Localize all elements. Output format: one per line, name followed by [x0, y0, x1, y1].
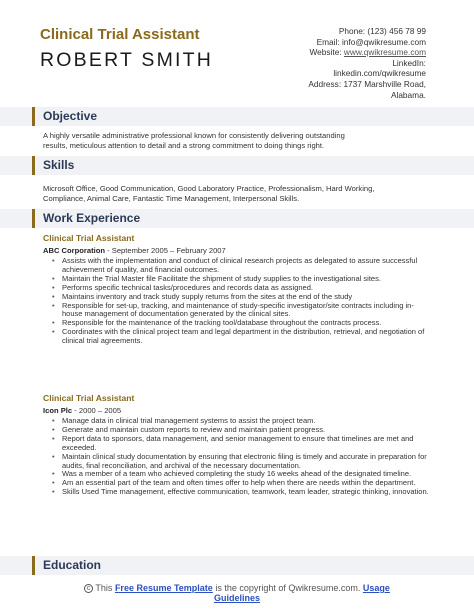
contact-linkedin-value: linkedin.com/qwikresume: [333, 68, 426, 79]
education-section-header: [0, 556, 474, 575]
copyright-icon: c: [84, 584, 93, 593]
section-accent-bar: [32, 209, 35, 228]
footer-text: is the copyright of Qwikresume.com.: [212, 583, 363, 593]
footer-text: This: [93, 583, 115, 593]
list-item: • Maintain the Trial Master file Facilitate the shipment of study supplies to the investigational sites.: [52, 275, 432, 284]
list-item: • Responsible for the maintenance of the tracking tool/database throughout the contracts process.: [52, 319, 432, 328]
contact-block: [246, 26, 426, 100]
usage-link[interactable]: Usage: [362, 583, 390, 593]
job-title: Clinical Trial Assistant: [43, 233, 135, 243]
skills-line: Microsoft Office, Good Communication, Good Laboratory Practice, Professionalism, Hard Working,: [43, 184, 375, 193]
list-item: • Responsible for set-up, tracking, and maintenance of study-specific investigator/site contracts including in-house management of documentation generated by the clinical sites.: [52, 302, 432, 320]
experience-section-header: [0, 209, 474, 228]
skills-section-header: [0, 156, 474, 175]
experience-title: Work Experience: [43, 211, 141, 225]
contact-linkedin-label: LinkedIn:: [392, 57, 426, 68]
free-resume-template-link[interactable]: Free Resume Template: [114, 583, 213, 593]
list-item: • Performs specific technical tasks/procedures and records data as assigned.: [52, 284, 432, 293]
list-item: • Maintain clinical study documentation by ensuring that electronic filing is timely and accurate in preparation for audits, final reconciliation, and archival of the necessary documentation.: [52, 453, 432, 471]
job-company-line: [43, 406, 121, 415]
resume-header: [0, 0, 474, 104]
job-title: Clinical Trial Assistant: [40, 26, 200, 43]
skills-title: Skills: [43, 158, 75, 172]
objective-line: results, meticulous attention to detail and a strong commitment to doing things right.: [43, 140, 325, 150]
contact-address-line1: Address: 1737 Marshville Road,: [308, 78, 426, 89]
section-accent-bar: [32, 107, 35, 126]
website-label: Website:: [309, 47, 344, 58]
contact-phone: Phone: (123) 456 78 99: [338, 26, 426, 36]
section-accent-bar: [32, 556, 35, 575]
list-item: • Generate and maintain custom reports to review and maintain patient progress.: [52, 426, 432, 435]
contact-website: [246, 47, 426, 58]
copyright-footer: [0, 583, 474, 604]
job-dates: - 2000 – 2005: [72, 406, 122, 415]
job-title: Clinical Trial Assistant: [43, 393, 135, 403]
guidelines-link[interactable]: Guidelines: [213, 593, 260, 604]
footer-line: [0, 583, 474, 593]
skills-text: [43, 184, 435, 203]
list-item: • Skills Used Time management, effective communication, teamwork, team leader, strategic thinking, innovation.: [52, 488, 432, 497]
candidate-name: ROBERT SMITH: [40, 49, 214, 71]
list-item: • Maintains inventory and track study supply returns from the sites at the end of the study: [52, 293, 432, 302]
list-item: • Am an essential part of the team and often times offer to help when there are needs within the department.: [52, 479, 432, 488]
list-item: • Was a member of a team who achieved completing the study 16 weeks ahead of the designated timeline.: [52, 470, 432, 479]
job-dates: - September 2005 – February 2007: [105, 246, 226, 255]
objective-section-header: [0, 107, 474, 126]
list-item: • Report data to sponsors, data management, and senior management to ensure that timelines are met and exceeded.: [52, 435, 432, 453]
company-name: Icon Plc: [43, 406, 73, 415]
contact-email: Email: info@qwikresume.com: [316, 36, 426, 47]
objective-text: [43, 131, 435, 150]
education-title: Education: [43, 558, 102, 572]
section-accent-bar: [32, 156, 35, 175]
list-item: • Manage data in clinical trial management systems to assist the project team.: [52, 417, 432, 426]
objective-title: Objective: [43, 109, 98, 123]
contact-address-line2: Alabama.: [390, 89, 426, 100]
list-item: • Coordinates with the clinical project team and legal department in the distribution, retrieval, and negotiation of clinical trial agreements.: [52, 328, 432, 346]
job-company-line: [43, 246, 226, 255]
website-link[interactable]: www.qwikresume.com: [343, 47, 426, 58]
skills-line: Compliance, Animal Care, Fantastic Time Management, Interpersonal Skills.: [43, 193, 300, 203]
objective-line: A highly versatile administrative professional known for consistently delivering outstanding: [43, 131, 345, 140]
job-bullets: [52, 257, 432, 346]
company-name: ABC Corporation: [43, 246, 106, 255]
job-bullets: [52, 417, 432, 497]
list-item: • Assists with the implementation and conduct of clinical research projects as delegated to assure successful achievement of quality, and financial outcomes.: [52, 257, 432, 275]
